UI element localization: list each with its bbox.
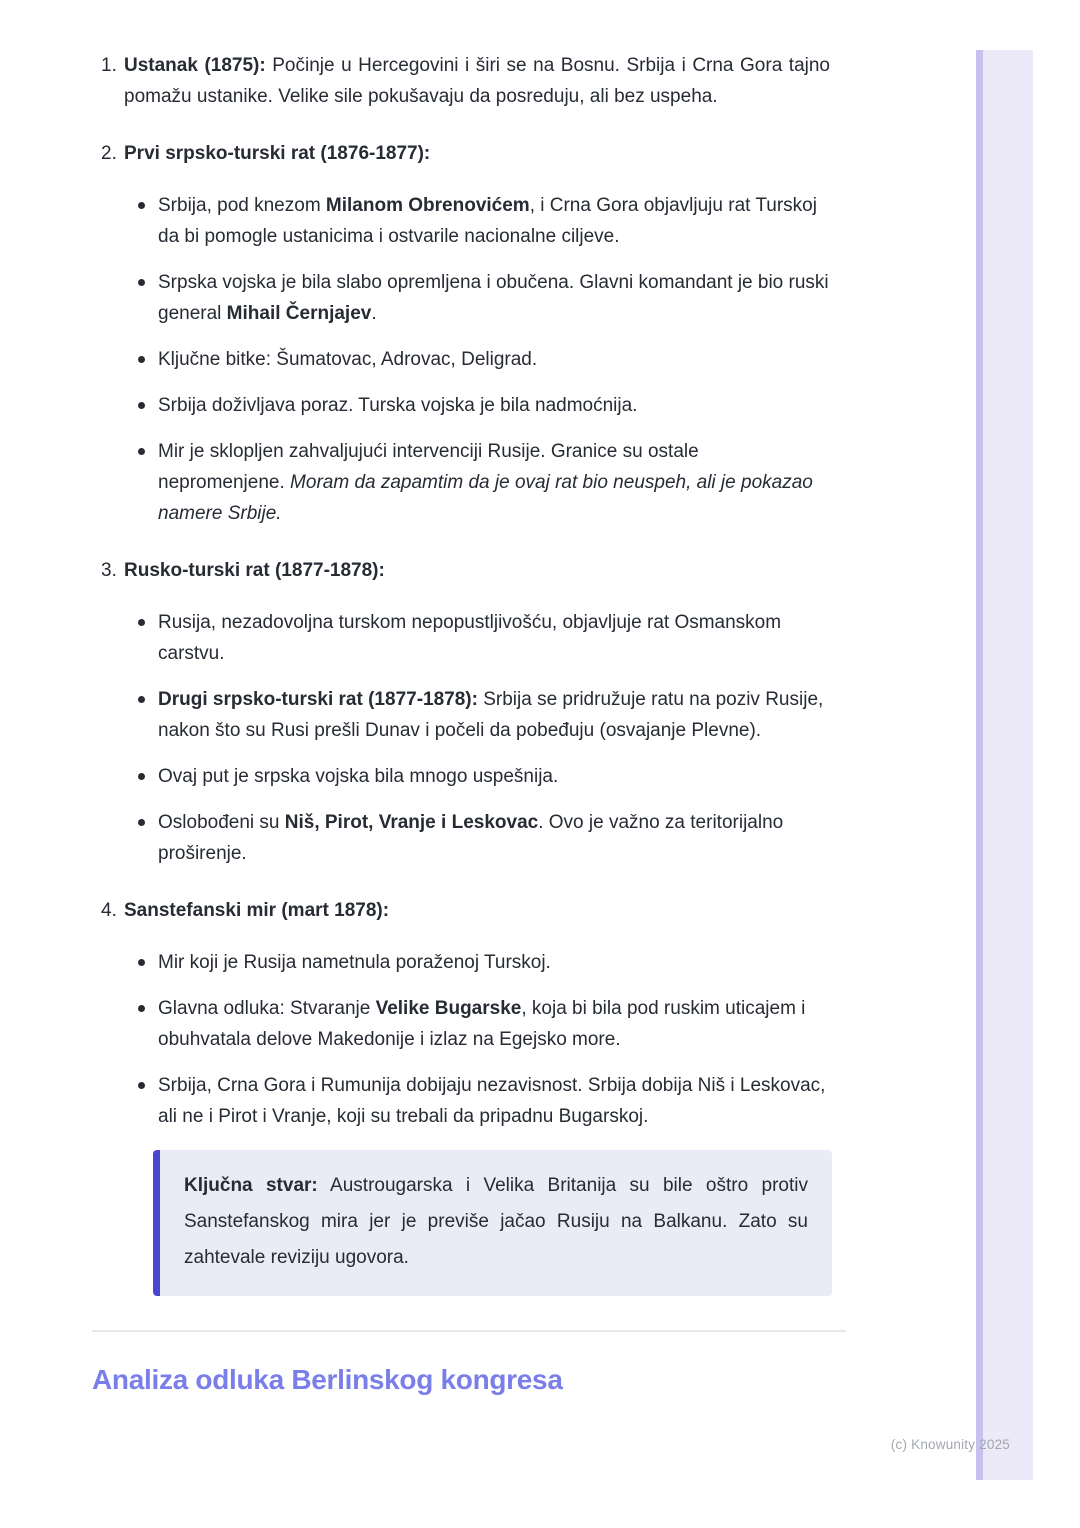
item-title: Sanstefanski mir (mart 1878): <box>124 900 390 921</box>
bullet-item <box>137 761 830 792</box>
bullet-dot-icon <box>137 684 158 746</box>
bullet-dot-icon <box>137 607 158 669</box>
bullet-text <box>158 190 830 252</box>
item-title: Ustanak (1875): <box>124 55 266 76</box>
bullet-segment-italic: Moram da zapamtim da je ovaj rat bio neuspeh, ali je pokazao namere Srbije. <box>158 472 813 524</box>
item-number: 4. <box>101 900 117 921</box>
bullet-item <box>137 390 830 421</box>
bullet-item <box>137 267 830 329</box>
bullet-segment-bold: Velike Bugarske <box>375 998 522 1019</box>
callout-label: Ključna stvar: <box>184 1175 318 1196</box>
bullet-text: Ključne bitke: Šumatovac, Adrovac, Deligrad. <box>158 349 538 370</box>
bullet-dot-icon <box>137 190 158 252</box>
bullet-text <box>158 807 830 869</box>
bullet-text: Ovaj put je srpska vojska bila mnogo uspešnija. <box>158 766 559 787</box>
item-number: 1. <box>101 55 117 76</box>
outline-item-1 <box>92 50 846 112</box>
bullet-text <box>158 993 830 1055</box>
page-heading: Analiza odluka Berlinskog kongresa <box>92 1364 563 1395</box>
bullet-list <box>92 607 846 869</box>
item-text <box>124 555 830 586</box>
bullet-segment: , koja bi bila pod ruskim uticajem i obuhvatala delove Makedonije i izlaz na Egejsko more. <box>158 998 806 1050</box>
item-title: Prvi srpsko-turski rat (1876-1877): <box>124 143 431 164</box>
bullet-item <box>137 607 830 669</box>
bullet-item <box>137 807 830 869</box>
bullet-list <box>92 947 846 1132</box>
bullet-segment-bold: Milanom Obrenovićem <box>325 195 530 216</box>
bullet-segment: Srbija, pod knezom <box>158 195 326 216</box>
notes-document <box>92 50 846 1396</box>
bullet-segment: , i Crna Gora objavljuju rat Turskoj da bi pomogle ustanicima i ostvarile nacionalne ciljeve. <box>158 195 817 247</box>
bullet-item <box>137 947 830 978</box>
bullet-segment: Mir je sklopljen zahvaljujući intervenciji Rusije. Granice su ostale nepromenjene. <box>158 441 699 493</box>
bullet-dot-icon <box>137 947 158 978</box>
outline-item-2 <box>92 138 846 169</box>
bullet-item <box>137 993 830 1055</box>
outline-item-3 <box>92 555 846 586</box>
bullet-text <box>158 436 830 529</box>
bullet-item <box>137 344 830 375</box>
item-number: 3. <box>101 560 117 581</box>
callout-text: Austrougarska i Velika Britanija su bile oštro protiv Sanstefanskog mira jer je previše jačao Rusiju na Balkanu. Zato su zahtevale reviziju ugovora. <box>184 1175 808 1268</box>
bullet-segment-bold: Mihail Černjajev <box>226 303 372 324</box>
bullet-text: Rusija, nezadovoljna turskom nepopustljivošću, objavljuje rat Osmanskom carstvu. <box>158 612 782 664</box>
item-number: 2. <box>101 143 117 164</box>
bullet-text <box>158 267 830 329</box>
bullet-text <box>158 684 830 746</box>
bullet-dot-icon <box>137 761 158 792</box>
section-divider <box>92 1330 846 1332</box>
bullet-segment-bold: Niš, Pirot, Vranje i Leskovac <box>284 812 539 833</box>
item-title: Rusko-turski rat (1877-1878): <box>124 560 385 581</box>
bullet-list <box>92 190 846 529</box>
bullet-segment: . <box>371 303 377 324</box>
item-text <box>124 50 830 112</box>
item-text <box>124 138 830 169</box>
key-point-callout <box>153 1150 832 1296</box>
bullet-item <box>137 684 830 746</box>
bullet-dot-icon <box>137 344 158 375</box>
bullet-segment: . Ovo je važno za teritorijalno proširenje. <box>158 812 784 864</box>
bullet-segment: Srbija se pridružuje ratu na poziv Rusije, nakon što su Rusi prešli Dunav i počeli da pobeđuju (osvajanje Plevne). <box>158 689 824 741</box>
item-text <box>124 895 830 926</box>
bullet-text: Srbija, Crna Gora i Rumunija dobijaju nezavisnost. Srbija dobija Niš i Leskovac, ali ne i Pirot i Vranje, koji su trebali da pripadnu Bugarskoj. <box>158 1075 826 1127</box>
bullet-segment-bold: Drugi srpsko-turski rat (1877-1878): <box>158 689 478 710</box>
bullet-item <box>137 436 830 529</box>
bullet-item <box>137 190 830 252</box>
bullet-dot-icon <box>137 436 158 529</box>
bullet-dot-icon <box>137 390 158 421</box>
bullet-segment: Srpska vojska je bila slabo opremljena i obučena. Glavni komandant je bio ruski general <box>158 272 829 324</box>
bullet-dot-icon <box>137 1070 158 1132</box>
bullet-segment: Glavna odluka: Stvaranje <box>158 998 376 1019</box>
outline-item-4 <box>92 895 846 926</box>
next-page-edge <box>976 50 1033 1480</box>
bullet-dot-icon <box>137 267 158 329</box>
bullet-text: Srbija doživljava poraz. Turska vojska je bila nadmoćnija. <box>158 395 638 416</box>
bullet-dot-icon <box>137 993 158 1055</box>
bullet-dot-icon <box>137 807 158 869</box>
watermark: (c) Knowunity 2025 <box>890 1437 1010 1452</box>
bullet-text: Mir koji je Rusija nametnula poraženoj Turskoj. <box>158 952 551 973</box>
bullet-item <box>137 1070 830 1132</box>
item-body-text: Počinje u Hercegovini i širi se na Bosnu. Srbija i Crna Gora tajno pomažu ustanike. Velike sile pokušavaju da posreduju, ali bez uspeha. <box>124 55 830 107</box>
bullet-segment: Oslobođeni su <box>158 812 285 833</box>
